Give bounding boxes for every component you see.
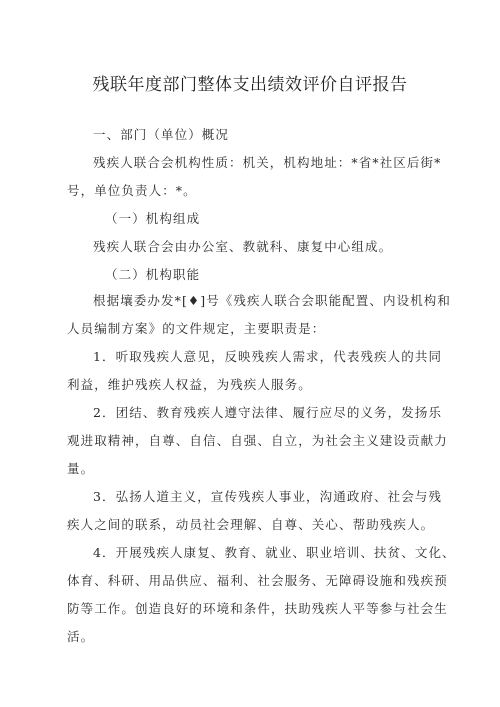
list-item-line: 疾人之间的联系，动员社会理解、自尊、关心、帮助残疾人。 — [67, 517, 435, 532]
subsection-heading: （一）机构组成 — [105, 211, 201, 226]
section-heading: 一、部门（单位）概况 — [93, 127, 230, 142]
list-item-line: 3．弘扬人道主义，宣传残疾人事业，沟通政府、社会与残 — [93, 489, 443, 504]
list-item-line: 体育、科研、用品供应、福利、社会服务、无障碍设施和残疾预 — [67, 573, 448, 588]
paragraph-line: 残疾人联合会由办公室、教就科、康复中心组成。 — [93, 239, 393, 254]
paragraph-line: 人员编制方案》的文件规定，主要职责是： — [67, 321, 326, 336]
list-item-line: 4．开展残疾人康复、教育、就业、职业培训、扶贫、文化、 — [93, 545, 456, 560]
list-item-line: 活。 — [67, 629, 95, 644]
paragraph-line: 根据壤委办发*[♦]号《残疾人联合会职能配置、内设机构和 — [93, 293, 452, 308]
list-item-line: 利益，维护残疾人权益，为残疾人服务。 — [67, 377, 312, 392]
paragraph-line: 残疾人联合会机构性质：机关，机构地址：*省*社区后街* — [93, 155, 442, 170]
document-title: 残联年度部门整体支出绩效评价自评报告 — [92, 75, 408, 95]
list-item-line: 量。 — [67, 461, 95, 476]
list-item-line: 2．团结、教育残疾人遵守法律、履行应尽的义务，发扬乐 — [93, 405, 443, 420]
paragraph-line: 号，单位负责人：*。 — [67, 183, 197, 198]
subsection-heading: （二）机构职能 — [105, 267, 201, 282]
list-item-line: 防等工作。创造良好的环境和条件，扶助残疾人平等参与社会生 — [67, 601, 448, 616]
list-item-line: 1．听取残疾人意见，反映残疾人需求，代表残疾人的共同 — [93, 349, 443, 364]
list-item-line: 观进取精神，自尊、自信、自强、自立，为社会主义建设贡献力 — [67, 433, 448, 448]
